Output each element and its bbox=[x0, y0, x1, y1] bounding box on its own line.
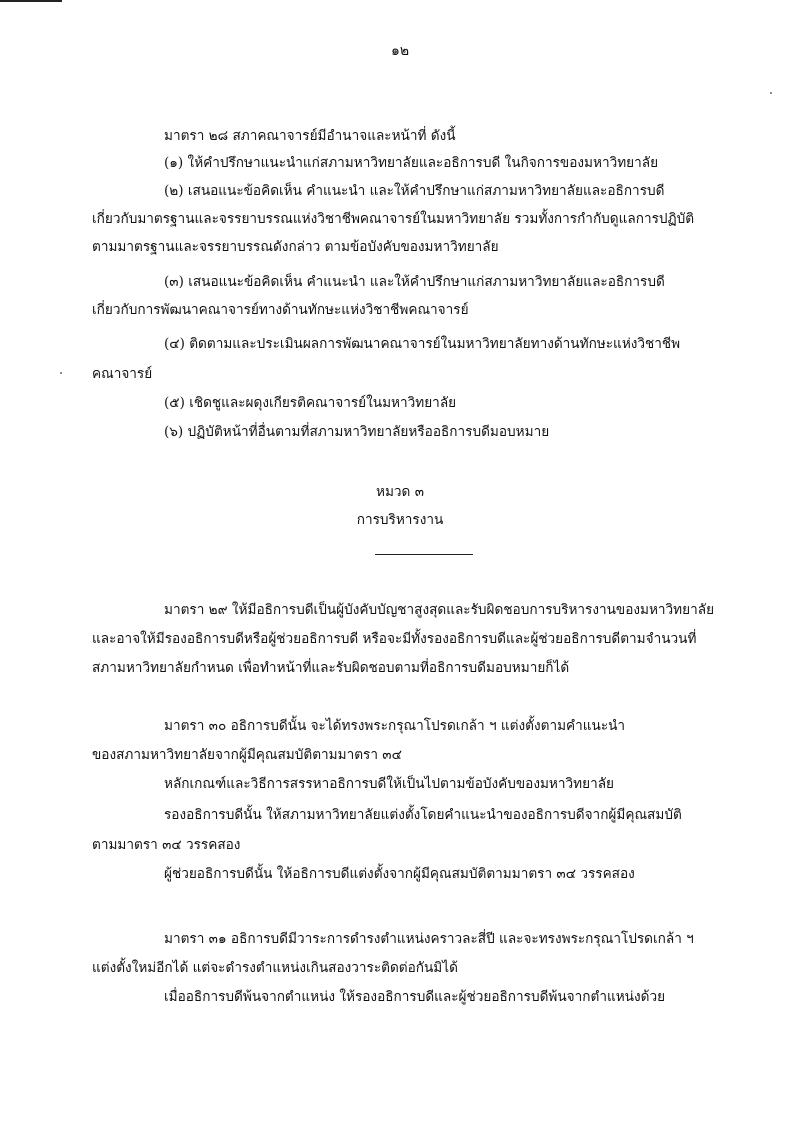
section-28-item-5: (๕) เชิดชูและผดุงเกียรติคณาจารย์ในมหาวิทยาลัย bbox=[164, 395, 457, 411]
section-28-item-2-line-2: เกี่ยวกับมาตรฐานและจรรยาบรรณแห่งวิชาชีพคณาจารย์ในมหาวิทยาลัย รวมทั้งการกำกับดูแลการปฏิบัติ bbox=[92, 211, 695, 227]
page-number: ๑๒ bbox=[390, 43, 410, 59]
section-31-line-1: มาตรา ๓๑ อธิการบดีมีวาระการดำรงตำแหน่งคราวละสี่ปี และจะทรงพระกรุณาโปรดเกล้า ฯ bbox=[164, 931, 694, 947]
section-28-item-3-line-2: เกี่ยวกับการพัฒนาคณาจารย์ทางด้านทักษะแห่งวิชาชีพคณาจารย์ bbox=[92, 302, 469, 318]
chapter-title: การบริหารงาน bbox=[356, 512, 444, 528]
section-30-para-3-line-2: ตามมาตรา ๓๔ วรรคสอง bbox=[92, 837, 241, 853]
section-28-item-3-line-1: (๓) เสนอแนะข้อคิดเห็น คำแนะนำ และให้คำปรึกษาแก่สภามหาวิทยาลัยและอธิการบดี bbox=[164, 274, 665, 290]
section-28-item-6: (๖) ปฏิบัติหน้าที่อื่นตามที่สภามหาวิทยาลัยหรืออธิการบดีมอบหมาย bbox=[164, 424, 550, 440]
section-29-line-3: สภามหาวิทยาลัยกำหนด เพื่อทำหน้าที่และรับผิดชอบตามที่อธิการบดีมอบหมายก็ได้ bbox=[92, 660, 570, 676]
section-30-line-2: ของสภามหาวิทยาลัยจากผู้มีคุณสมบัติตามมาตรา ๓๔ bbox=[92, 747, 402, 763]
section-28-item-1: (๑) ให้คำปรึกษาแนะนำแก่สภามหาวิทยาลัยและอธิการบดี ในกิจการของมหาวิทยาลัย bbox=[164, 155, 659, 171]
chapter-divider bbox=[375, 554, 473, 555]
section-28-item-4-line-1: (๔) ติดตามและประเมินผลการพัฒนาคณาจารย์ในมหาวิทยาลัยทางด้านทักษะแห่งวิชาชีพ bbox=[164, 336, 681, 352]
section-28-item-2-line-1: (๒) เสนอแนะข้อคิดเห็น คำแนะนำ และให้คำปรึกษาแก่สภามหาวิทยาลัยและอธิการบดี bbox=[164, 183, 665, 199]
section-30-para-3-line-1: รองอธิการบดีนั้น ให้สภามหาวิทยาลัยแต่งตั้งโดยคำแนะนำของอธิการบดีจากผู้มีคุณสมบัติ bbox=[164, 807, 682, 823]
section-31-para-2: เมื่ออธิการบดีพ้นจากตำแหน่ง ให้รองอธิการบดีและผู้ช่วยอธิการบดีพ้นจากตำแหน่งด้วย bbox=[164, 989, 666, 1005]
section-28-item-4-line-2: คณาจารย์ bbox=[92, 366, 153, 382]
section-31-line-2: แต่งตั้งใหม่อีกได้ แต่จะดำรงตำแหน่งเกินสองวาระติดต่อกันมิได้ bbox=[92, 960, 458, 976]
section-30-para-4: ผู้ช่วยอธิการบดีนั้น ให้อธิการบดีแต่งตั้งจากผู้มีคุณสมบัติตามมาตรา ๓๔ วรรคสอง bbox=[164, 866, 635, 882]
section-28-heading: มาตรา ๒๘ สภาคณาจารย์มีอำนาจและหน้าที่ ดังนี้ bbox=[164, 128, 456, 144]
section-30-line-1: มาตรา ๓๐ อธิการบดีนั้น จะได้ทรงพระกรุณาโปรดเกล้า ฯ แต่งตั้งตามคำแนะนำ bbox=[164, 718, 626, 734]
section-30-para-2: หลักเกณฑ์และวิธีการสรรหาอธิการบดีให้เป็นไปตามข้อบังคับของมหาวิทยาลัย bbox=[164, 776, 614, 792]
section-29-line-2: และอาจให้มีรองอธิการบดีหรือผู้ช่วยอธิการบดี หรือจะมีทั้งรองอธิการบดีและผู้ช่วยอธิการบดีตามจำนวนที่ bbox=[92, 631, 697, 647]
section-28-item-2-line-3: ตามมาตรฐานและจรรยาบรรณดังกล่าว ตามข้อบังคับของมหาวิทยาลัย bbox=[92, 239, 499, 255]
chapter-number: หมวด ๓ bbox=[376, 484, 424, 500]
section-29-line-1: มาตรา ๒๙ ให้มีอธิการบดีเป็นผู้บังคับบัญชาสูงสุดและรับผิดชอบการบริหารงานของมหาวิทยาลัย bbox=[164, 602, 715, 618]
